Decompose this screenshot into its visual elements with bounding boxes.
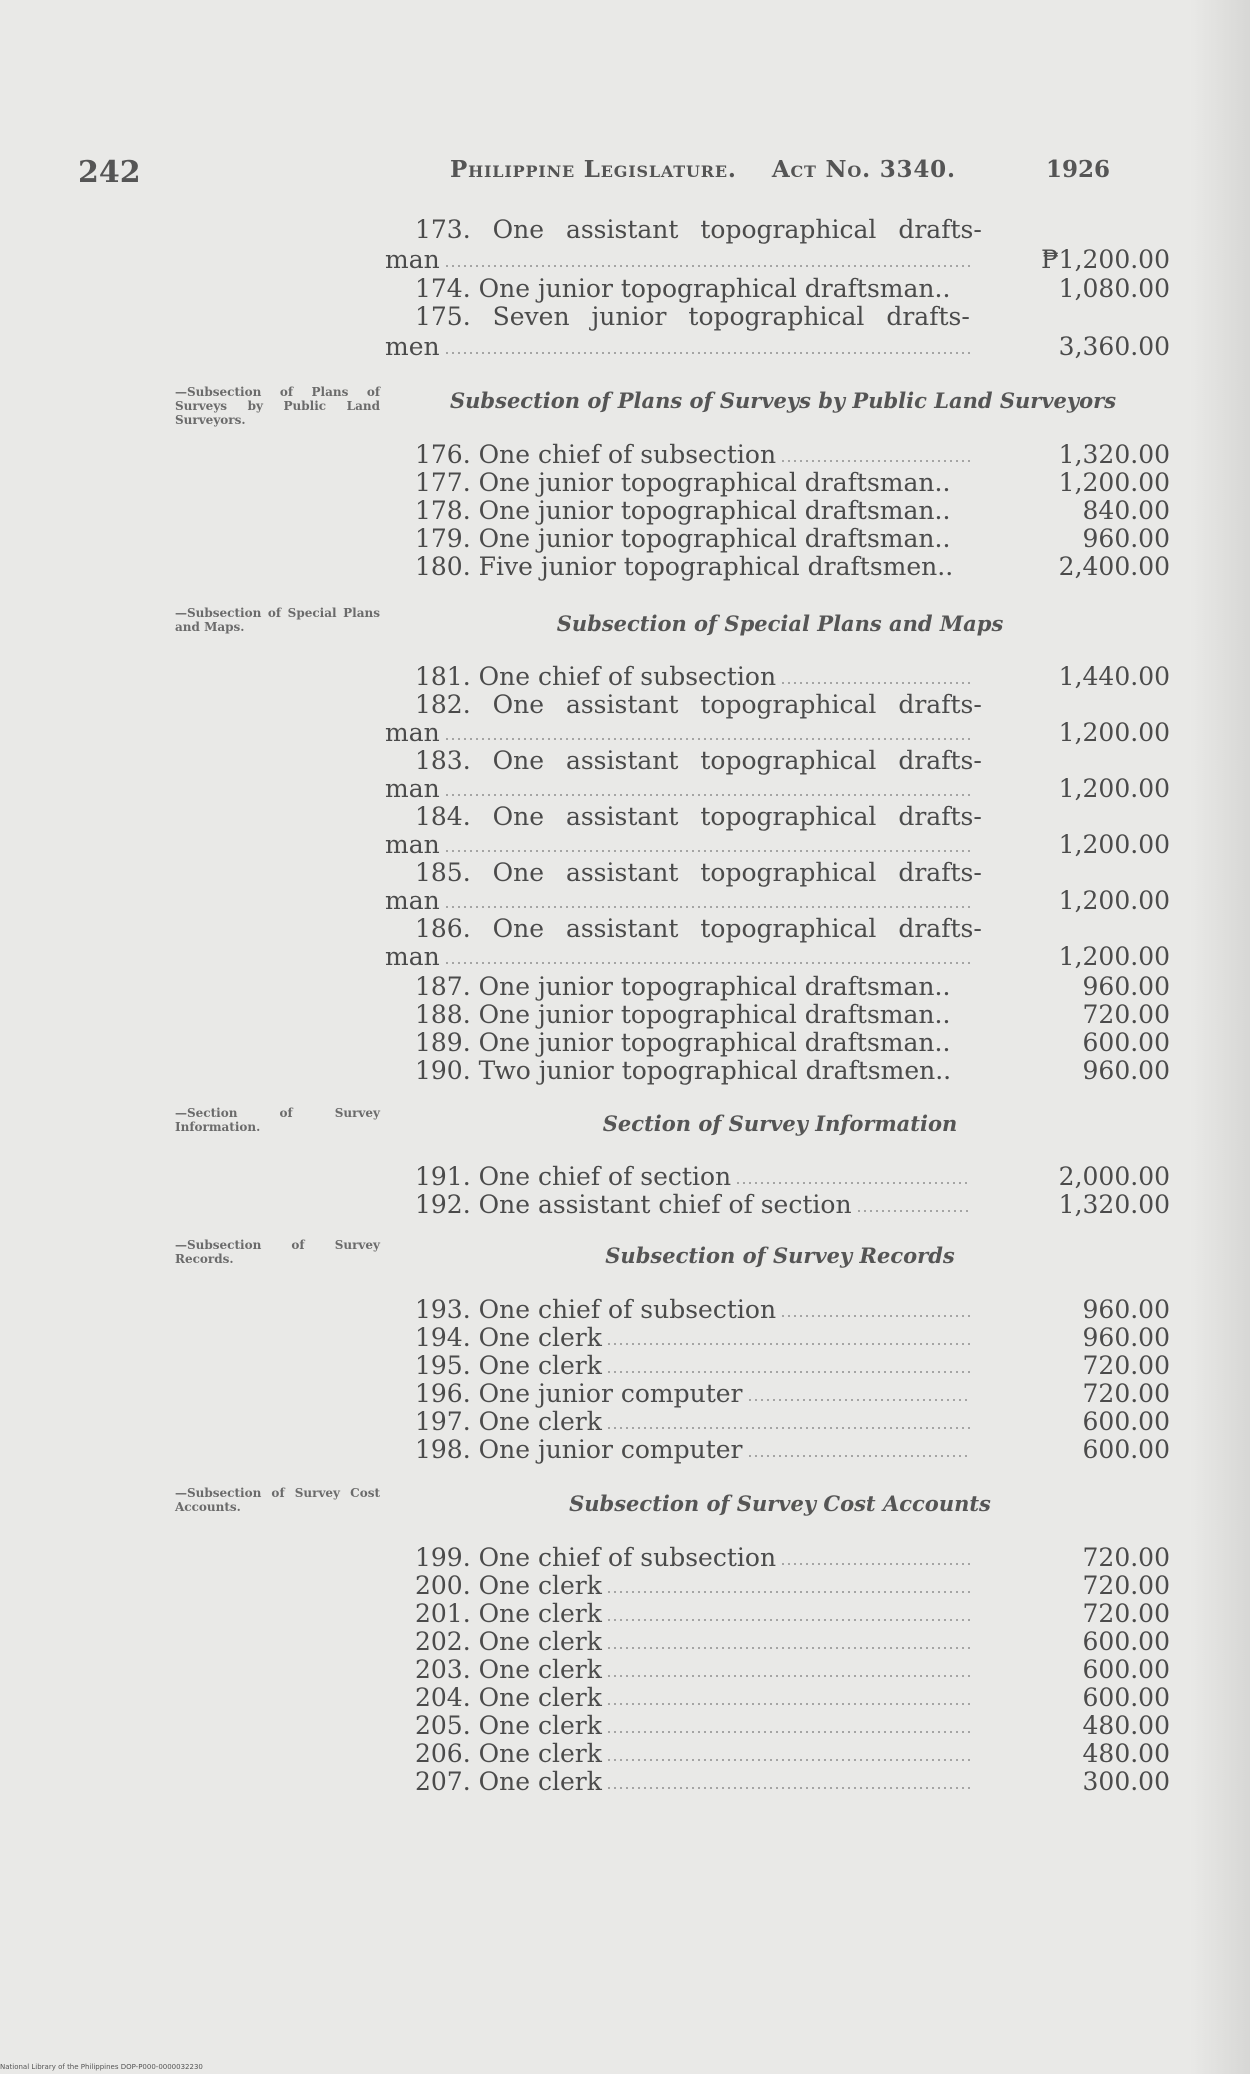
entry-label: 202. One clerk [415, 1627, 602, 1656]
margin-note: —Section of Survey Information. [175, 1106, 380, 1134]
entry-row [0, 468, 1250, 498]
entry-amount: 1,200.00 [1058, 718, 1170, 747]
entry-row [0, 524, 1250, 554]
dot-leader [608, 1427, 970, 1429]
dot-leader [737, 1182, 970, 1184]
entry-label: man [385, 830, 440, 859]
entry-row [0, 774, 1250, 804]
dot-leader [608, 1591, 970, 1593]
entry-amount: 720.00 [1082, 1543, 1170, 1572]
section-heading: Subsection of Plans of Surveys by Public Land Surveyors [450, 388, 1117, 413]
entry-label: 204. One clerk [415, 1683, 602, 1712]
entry-first-line: 184. One assistant topographical drafts- [415, 802, 982, 831]
dot-leader [446, 352, 970, 354]
entry-amount: ₱1,200.00 [1041, 245, 1170, 274]
entry-label: 174. One junior topographical draftsman.. [415, 274, 951, 303]
entry-amount: 480.00 [1082, 1711, 1170, 1740]
entry-amount: 840.00 [1082, 496, 1170, 525]
entry-row [0, 440, 1250, 470]
entry-label: man [385, 245, 440, 274]
entry-row [0, 1711, 1250, 1741]
entry-label: 194. One clerk [415, 1323, 602, 1352]
entry-row [0, 1162, 1250, 1192]
entry-label: 178. One junior topographical draftsman.. [415, 496, 951, 525]
dot-leader [749, 1455, 970, 1457]
entry-row [0, 1407, 1250, 1437]
entry-row [0, 274, 1250, 304]
dot-leader [782, 1563, 970, 1565]
entry-row [0, 1435, 1250, 1465]
entry-label: man [385, 718, 440, 747]
footer-credit: National Library of the Philippines DOP-P000-0000032230 [0, 2063, 203, 2071]
entry-first-line: 173. One assistant topographical drafts- [415, 215, 982, 244]
entry-amount: 960.00 [1082, 1056, 1170, 1085]
entry-amount: 1,200.00 [1058, 886, 1170, 915]
entry-amount: 1,440.00 [1058, 662, 1170, 691]
dot-leader [608, 1787, 970, 1789]
entry-amount: 600.00 [1082, 1655, 1170, 1684]
running-head-act: Act No. 3340. [771, 156, 956, 183]
entry-label: 196. One junior computer [415, 1379, 743, 1408]
margin-note: —Subsection of Special Plans and Maps. [175, 606, 380, 634]
entry-row [0, 886, 1250, 916]
entry-row [0, 1351, 1250, 1381]
entry-first-line: 175. Seven junior topographical drafts- [415, 302, 970, 331]
entry-label: 177. One junior topographical draftsman.. [415, 468, 951, 497]
entry-label: man [385, 886, 440, 915]
entry-amount: 720.00 [1082, 1379, 1170, 1408]
section-heading: Subsection of Survey Records [605, 1243, 955, 1268]
dot-leader [446, 265, 970, 267]
entry-amount: 720.00 [1082, 1599, 1170, 1628]
dot-leader [446, 738, 970, 740]
entry-row [0, 332, 1250, 362]
dot-leader [446, 794, 970, 796]
dot-leader [782, 460, 970, 462]
running-head-title: Philippine Legislature. [450, 156, 737, 183]
entry-amount: 1,200.00 [1058, 774, 1170, 803]
entry-label: 192. One assistant chief of section [415, 1190, 852, 1219]
entry-label: 201. One clerk [415, 1599, 602, 1628]
entry-amount: 600.00 [1082, 1683, 1170, 1712]
section-heading: Section of Survey Information [602, 1111, 958, 1136]
entry-row [0, 1627, 1250, 1657]
dot-leader [782, 1315, 970, 1317]
entry-amount: 960.00 [1082, 1323, 1170, 1352]
entry-row [0, 1190, 1250, 1220]
entry-row [0, 1655, 1250, 1685]
entry-row [0, 830, 1250, 860]
entry-amount: 720.00 [1082, 1571, 1170, 1600]
dot-leader [446, 962, 970, 964]
margin-note: —Subsection of Survey Cost Accounts. [175, 1486, 380, 1514]
entry-row [0, 662, 1250, 692]
entry-row [0, 1379, 1250, 1409]
entry-amount: 1,080.00 [1058, 274, 1170, 303]
entry-row [0, 245, 1250, 275]
entry-label: 190. Two junior topographical draftsmen.. [415, 1056, 952, 1085]
entry-row [0, 1683, 1250, 1713]
entry-label: 180. Five junior topographical draftsmen.. [415, 552, 954, 581]
entry-label: 187. One junior topographical draftsman.. [415, 972, 951, 1001]
entry-label: 197. One clerk [415, 1407, 602, 1436]
entry-first-line: 185. One assistant topographical drafts- [415, 858, 982, 887]
dot-leader [608, 1619, 970, 1621]
entry-label: 179. One junior topographical draftsman.. [415, 524, 951, 553]
dot-leader [608, 1371, 970, 1373]
entry-row [0, 972, 1250, 1002]
entry-first-line: 186. One assistant topographical drafts- [415, 914, 982, 943]
entry-amount: 480.00 [1082, 1739, 1170, 1768]
entry-row [0, 1767, 1250, 1797]
entry-row [0, 1056, 1250, 1086]
entry-amount: 1,200.00 [1058, 468, 1170, 497]
entry-amount: 960.00 [1082, 1295, 1170, 1324]
entry-amount: 600.00 [1082, 1407, 1170, 1436]
entry-row [0, 1543, 1250, 1573]
entry-label: 205. One clerk [415, 1711, 602, 1740]
entry-label: 206. One clerk [415, 1739, 602, 1768]
dot-leader [608, 1647, 970, 1649]
page-number: 242 [78, 155, 141, 190]
entry-amount: 1,200.00 [1058, 830, 1170, 859]
entry-amount: 1,200.00 [1058, 942, 1170, 971]
entry-row [0, 1599, 1250, 1629]
entry-row [0, 1000, 1250, 1030]
entry-amount: 600.00 [1082, 1435, 1170, 1464]
entry-amount: 960.00 [1082, 972, 1170, 1001]
entry-label: 195. One clerk [415, 1351, 602, 1380]
entry-label: 198. One junior computer [415, 1435, 743, 1464]
entry-row [0, 1323, 1250, 1353]
entry-label: 207. One clerk [415, 1767, 602, 1796]
running-head-year: 1926 [1046, 156, 1111, 183]
entry-amount: 3,360.00 [1058, 332, 1170, 361]
entry-amount: 600.00 [1082, 1627, 1170, 1656]
running-head [450, 156, 956, 183]
section-heading: Subsection of Survey Cost Accounts [569, 1491, 991, 1516]
dot-leader [782, 682, 970, 684]
entry-amount: 960.00 [1082, 524, 1170, 553]
dot-leader [608, 1675, 970, 1677]
entry-label: man [385, 942, 440, 971]
entry-amount: 2,000.00 [1058, 1162, 1170, 1191]
entry-amount: 2,400.00 [1058, 552, 1170, 581]
entry-label: 203. One clerk [415, 1655, 602, 1684]
entry-label: 193. One chief of subsection [415, 1295, 777, 1324]
entry-row [0, 1028, 1250, 1058]
entry-row [0, 1739, 1250, 1769]
dot-leader [608, 1703, 970, 1705]
entry-label: 181. One chief of subsection [415, 662, 777, 691]
entry-amount: 1,320.00 [1058, 440, 1170, 469]
entry-row [0, 1571, 1250, 1601]
entry-label: 191. One chief of section [415, 1162, 732, 1191]
entry-label: men [385, 332, 440, 361]
dot-leader [608, 1759, 970, 1761]
dot-leader [749, 1399, 970, 1401]
dot-leader [858, 1210, 970, 1212]
entry-first-line: 183. One assistant topographical drafts- [415, 746, 982, 775]
entry-first-line: 182. One assistant topographical drafts- [415, 690, 982, 719]
dot-leader [446, 906, 970, 908]
entry-label: 199. One chief of subsection [415, 1543, 777, 1572]
entry-label: 189. One junior topographical draftsman.. [415, 1028, 951, 1057]
entry-row [0, 496, 1250, 526]
entry-label: man [385, 774, 440, 803]
entry-row [0, 552, 1250, 582]
entry-row [0, 1295, 1250, 1325]
entry-row [0, 942, 1250, 972]
entry-amount: 720.00 [1082, 1000, 1170, 1029]
entry-amount: 1,320.00 [1058, 1190, 1170, 1219]
margin-note: —Subsection of Survey Records. [175, 1238, 380, 1266]
margin-note: —Subsection of Plans of Surveys by Public Land Surveyors. [175, 385, 380, 427]
section-heading: Subsection of Special Plans and Maps [556, 611, 1004, 636]
entry-row [0, 718, 1250, 748]
dot-leader [446, 850, 970, 852]
entry-amount: 300.00 [1082, 1767, 1170, 1796]
dot-leader [608, 1731, 970, 1733]
entry-label: 200. One clerk [415, 1571, 602, 1600]
entry-amount: 600.00 [1082, 1028, 1170, 1057]
entry-label: 176. One chief of subsection [415, 440, 777, 469]
entry-amount: 720.00 [1082, 1351, 1170, 1380]
dot-leader [608, 1343, 970, 1345]
entry-label: 188. One junior topographical draftsman.. [415, 1000, 951, 1029]
